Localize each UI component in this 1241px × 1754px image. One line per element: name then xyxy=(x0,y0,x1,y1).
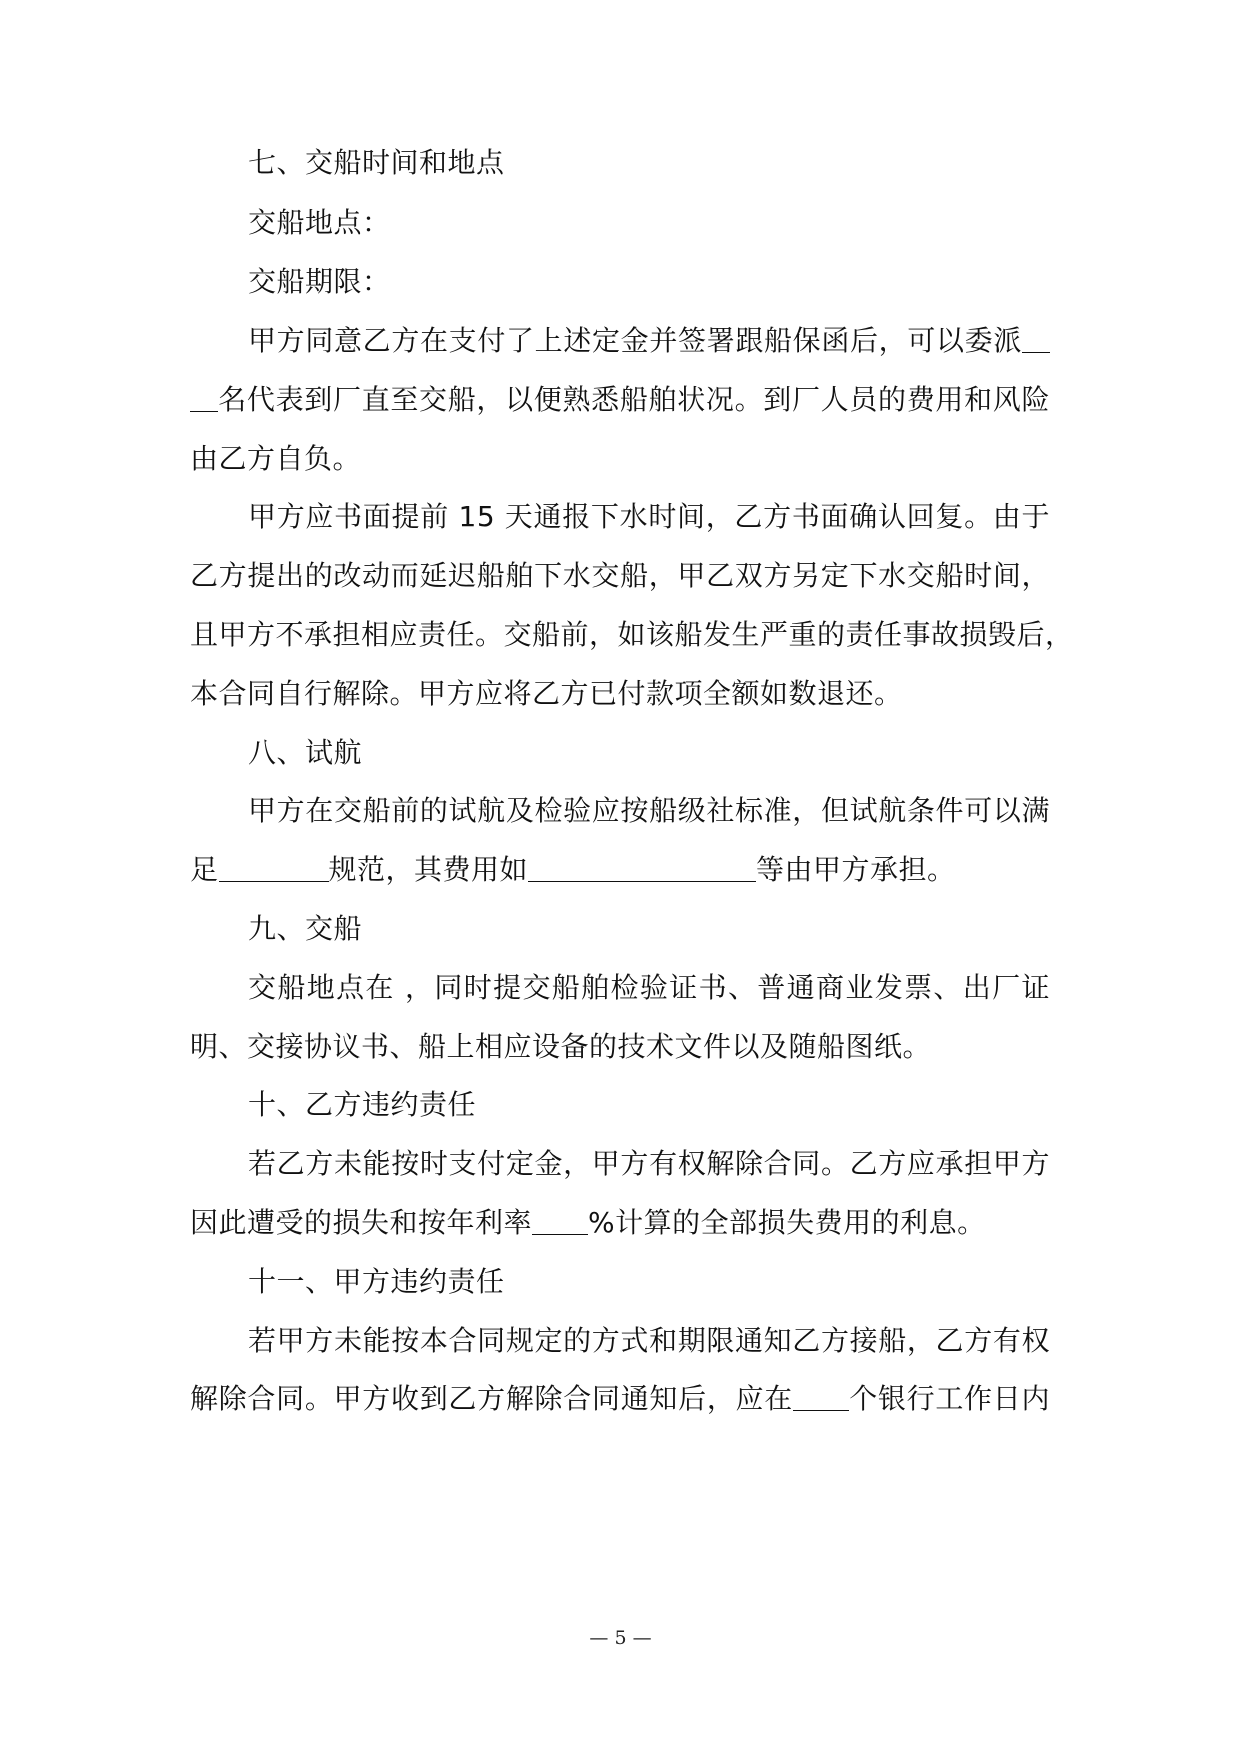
blank-field xyxy=(190,383,218,412)
paragraph-line: 且甲方不承担相应责任。交船前，如该船发生严重的责任事故损毁后， xyxy=(190,618,1074,651)
paragraph-line: 明、交接协议书、船上相应设备的技术文件以及随船图纸。 xyxy=(190,1030,932,1063)
paragraph-line: 交船地点在 ，同时提交船舶检验证书、普通商业发票、出厂证 xyxy=(248,971,1050,1004)
section-9-heading: 九、交船 xyxy=(248,912,363,945)
paragraph-line: 若甲方未能按本合同规定的方式和期限通知乙方接船，乙方有权 xyxy=(248,1324,1050,1357)
section-8-heading: 八、试航 xyxy=(248,736,363,769)
section-7-heading: 七、交船时间和地点 xyxy=(248,146,505,179)
paragraph-line: 由乙方自负。 xyxy=(190,442,362,475)
section-11-heading: 十一、甲方违约责任 xyxy=(248,1265,505,1298)
paragraph-line: 若乙方未能按时支付定金，甲方有权解除合同。乙方应承担甲方 xyxy=(248,1147,1050,1180)
paragraph-line: 因此遭受的损失和按年利率 %计算的全部损失费用的利息。 xyxy=(190,1206,986,1239)
blank-field xyxy=(793,1382,849,1411)
delivery-place-label: 交船地点： xyxy=(248,206,391,239)
paragraph-line: 甲方应书面提前 15 天通报下水时间，乙方书面确认回复。由于 xyxy=(248,500,1050,533)
blank-field xyxy=(528,853,756,882)
paragraph-line: 甲方同意乙方在支付了上述定金并签署跟船保函后，可以委派 xyxy=(248,321,1050,361)
blank-field xyxy=(1022,324,1050,353)
section-10-heading: 十、乙方违约责任 xyxy=(248,1088,477,1121)
blank-field xyxy=(219,853,329,882)
paragraph-line: 乙方提出的改动而延迟船舶下水交船，甲乙双方另定下水交船时间， xyxy=(190,559,1050,592)
paragraph-line: 甲方在交船前的试航及检验应按船级社标准，但试航条件可以满 xyxy=(248,794,1050,827)
paragraph-line: 解除合同。甲方收到乙方解除合同通知后，应在 个银行工作日内 xyxy=(190,1382,1050,1415)
blank-field xyxy=(532,1206,588,1235)
page-number: — 5 — xyxy=(589,1627,652,1649)
paragraph-line: 本合同自行解除。甲方应将乙方已付款项全额如数退还。 xyxy=(190,677,903,710)
paragraph-line: 名代表到厂直至交船，以便熟悉船舶状况。到厂人员的费用和风险 xyxy=(190,380,1050,420)
paragraph-line: 足 规范，其费用如 等由甲方承担。 xyxy=(190,853,956,886)
delivery-term-label: 交船期限： xyxy=(248,265,391,298)
